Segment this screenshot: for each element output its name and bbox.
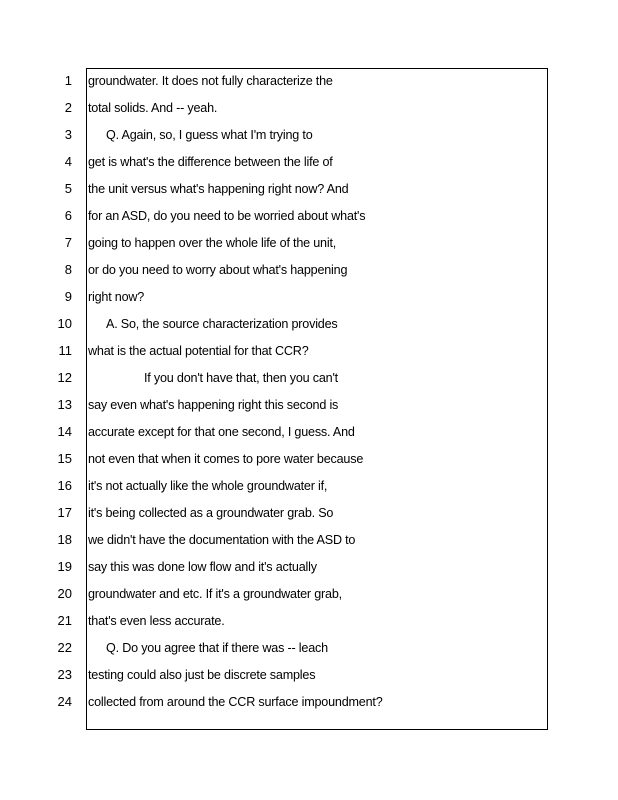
transcript-line: going to happen over the whole life of the unit,	[88, 236, 337, 250]
line-number: 1	[64, 73, 72, 88]
line-number: 21	[57, 613, 72, 628]
line-number: 3	[64, 127, 72, 142]
transcript-line: it's not actually like the whole groundwater if,	[88, 479, 328, 493]
transcript-line: total solids. And -- yeah.	[88, 101, 218, 115]
transcript-line: Q. Again, so, I guess what I'm trying to	[106, 128, 313, 142]
transcript-line: it's being collected as a groundwater grab. So	[88, 506, 334, 520]
line-number: 6	[64, 208, 72, 223]
line-number: 13	[57, 397, 72, 412]
transcript-line: get is what's the difference between the life of	[88, 155, 333, 169]
line-number: 17	[57, 505, 72, 520]
transcript-line: not even that when it comes to pore water because	[88, 452, 364, 466]
line-number: 24	[57, 694, 72, 709]
line-number: 11	[58, 343, 72, 358]
line-number: 22	[57, 640, 72, 655]
line-number: 10	[57, 316, 72, 331]
line-number: 2	[64, 100, 72, 115]
line-number: 5	[64, 181, 72, 196]
transcript-line: A. So, the source characterization provides	[106, 317, 338, 331]
transcript-line: If you don't have that, then you can't	[144, 371, 338, 385]
transcript-line: Q. Do you agree that if there was -- leach	[106, 641, 328, 655]
line-number: 7	[64, 235, 72, 250]
line-number: 23	[57, 667, 72, 682]
line-number: 12	[57, 370, 72, 385]
transcript-line: accurate except for that one second, I guess. And	[88, 425, 355, 439]
transcript-line: for an ASD, do you need to be worried about what's	[88, 209, 366, 223]
line-number: 9	[64, 289, 72, 304]
transcript-line: or do you need to worry about what's happening	[88, 263, 348, 277]
transcript-line: right now?	[88, 290, 145, 304]
transcript-line: we didn't have the documentation with the ASD to	[88, 533, 356, 547]
line-number: 14	[57, 424, 72, 439]
line-number: 8	[64, 262, 72, 277]
transcript-line: groundwater. It does not fully characterize the	[88, 74, 333, 88]
line-number: 16	[57, 478, 72, 493]
transcript-line: collected from around the CCR surface impoundment?	[88, 695, 383, 709]
line-number: 4	[64, 154, 72, 169]
transcript-line: say this was done low flow and it's actually	[88, 560, 317, 574]
line-number: 19	[57, 559, 72, 574]
transcript-line: the unit versus what's happening right now? And	[88, 182, 349, 196]
transcript-line: that's even less accurate.	[88, 614, 225, 628]
line-number: 15	[57, 451, 72, 466]
line-number: 20	[57, 586, 72, 601]
transcript-line: groundwater and etc. If it's a groundwater grab,	[88, 587, 342, 601]
line-number: 18	[57, 532, 72, 547]
transcript-line: say even what's happening right this second is	[88, 398, 339, 412]
transcript-line: testing could also just be discrete samples	[88, 668, 316, 682]
transcript-line: what is the actual potential for that CCR?	[88, 344, 309, 358]
